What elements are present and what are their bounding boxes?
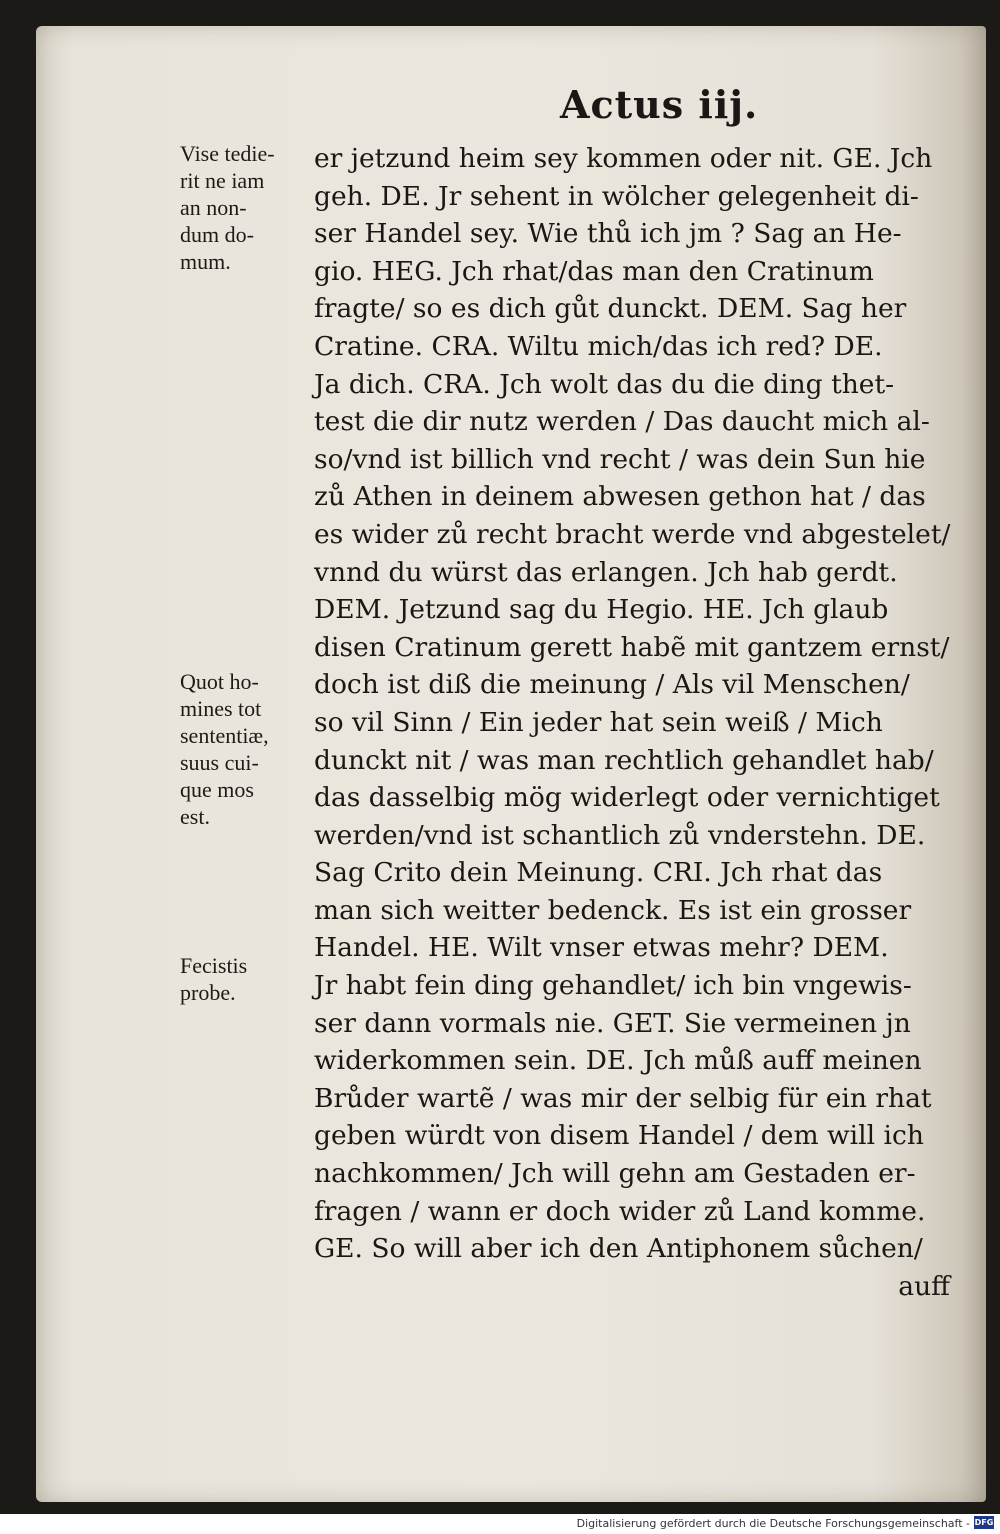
marginal-note (180, 140, 308, 275)
marginal-note (180, 952, 308, 1006)
text-line: so/vnd ist billich vnd recht / was dein Sun hie (314, 443, 926, 475)
marginal-line: que mos (180, 777, 254, 802)
text-line: geben würdt von disem Handel / dem will ich (314, 1120, 924, 1152)
marginal-line: mum. (180, 249, 231, 274)
marginal-line: est. (180, 804, 210, 829)
text-line: fragen / wann er doch wider zů Land komme. (314, 1195, 926, 1227)
text-line: disen Cratinum gerett habẽ mit gantzem ernst/ (314, 631, 950, 663)
marginal-line: mines tot (180, 696, 262, 721)
marginal-line: probe. (180, 980, 236, 1005)
text-line: Brůder wartẽ / was mir der selbig für ein rhat (314, 1082, 932, 1114)
digitization-credit: Digitalisierung gefördert durch die Deutsche Forschungsgemeinschaft - (576, 1517, 970, 1530)
text-line: zů Athen in deinem abwesen gethon hat / das (314, 481, 926, 513)
text-line: doch ist diß die meinung / Als vil Menschen/ (314, 669, 910, 701)
marginal-line: dum do- (180, 222, 254, 247)
text-line: Handel. HE. Wilt vnser etwas mehr? DEM. (314, 932, 889, 964)
marginal-line: rit ne iam (180, 168, 265, 193)
text-line: vnnd du würst das erlangen. Jch hab gerdt. (314, 556, 898, 588)
marginal-note (180, 668, 308, 830)
main-text-block (314, 140, 964, 1305)
text-line: man sich weitter bedenck. Es ist ein grosser (314, 894, 912, 926)
marginal-line: Vise tedie- (180, 141, 275, 166)
text-line: werden/vnd ist schantlich zů vnderstehn. DE. (314, 819, 926, 851)
catchword: auff (898, 1270, 950, 1302)
text-line: Cratine. CRA. Wiltu mich/das ich red? DE. (314, 330, 883, 362)
text-line: widerkommen sein. DE. Jch můß auff meinen (314, 1045, 922, 1077)
text-line: Sag Crito dein Meinung. CRI. Jch rhat das (314, 857, 883, 889)
text-line: nachkommen/ Jch will gehn am Gestaden er- (314, 1158, 916, 1190)
marginal-line: Fecistis (180, 953, 248, 978)
text-line: das dasselbig mög widerlegt oder vernichtiget (314, 782, 940, 814)
running-title: Actus iij. (560, 82, 759, 127)
text-line: fragte/ so es dich gůt dunckt. DEM. Sag her (314, 293, 907, 325)
text-line: er jetzund heim sey kommen oder nit. GE. Jch (314, 143, 933, 174)
marginal-line: suus cui- (180, 750, 259, 775)
dfg-logo: DFG (974, 1518, 994, 1527)
text-line: so vil Sinn / Ein jeder hat sein weiß / Mich (314, 706, 883, 738)
text-line: dunckt nit / was man rechtlich gehandlet hab/ (314, 744, 934, 776)
text-line: test die dir nutz werden / Das daucht mich al- (314, 406, 930, 438)
text-line: DEM. Jetzund sag du Hegio. HE. Jch glaub (314, 594, 889, 626)
text-line: GE. So will aber ich den Antiphonem sůchen/ (314, 1233, 923, 1265)
marginal-line: Quot ho- (180, 669, 259, 694)
marginal-line: an non- (180, 195, 247, 220)
text-line: ser Handel sey. Wie thů ich jm ? Sag an He- (314, 218, 902, 250)
text-line: es wider zů recht bracht werde vnd abgestelet/ (314, 518, 951, 550)
text-line: Ja dich. CRA. Jch wolt das du die ding thet- (314, 368, 895, 400)
text-line: geh. DE. Jr sehent in wölcher gelegenheit di- (314, 180, 919, 212)
text-line: gio. HEG. Jch rhat/das man den Cratinum (314, 255, 874, 287)
text-line: Jr habt fein ding gehandlet/ ich bin vngewis- (314, 970, 912, 1002)
marginal-line: sententiæ, (180, 723, 269, 748)
text-line: ser dann vormals nie. GET. Sie vermeinen jn (314, 1007, 911, 1039)
